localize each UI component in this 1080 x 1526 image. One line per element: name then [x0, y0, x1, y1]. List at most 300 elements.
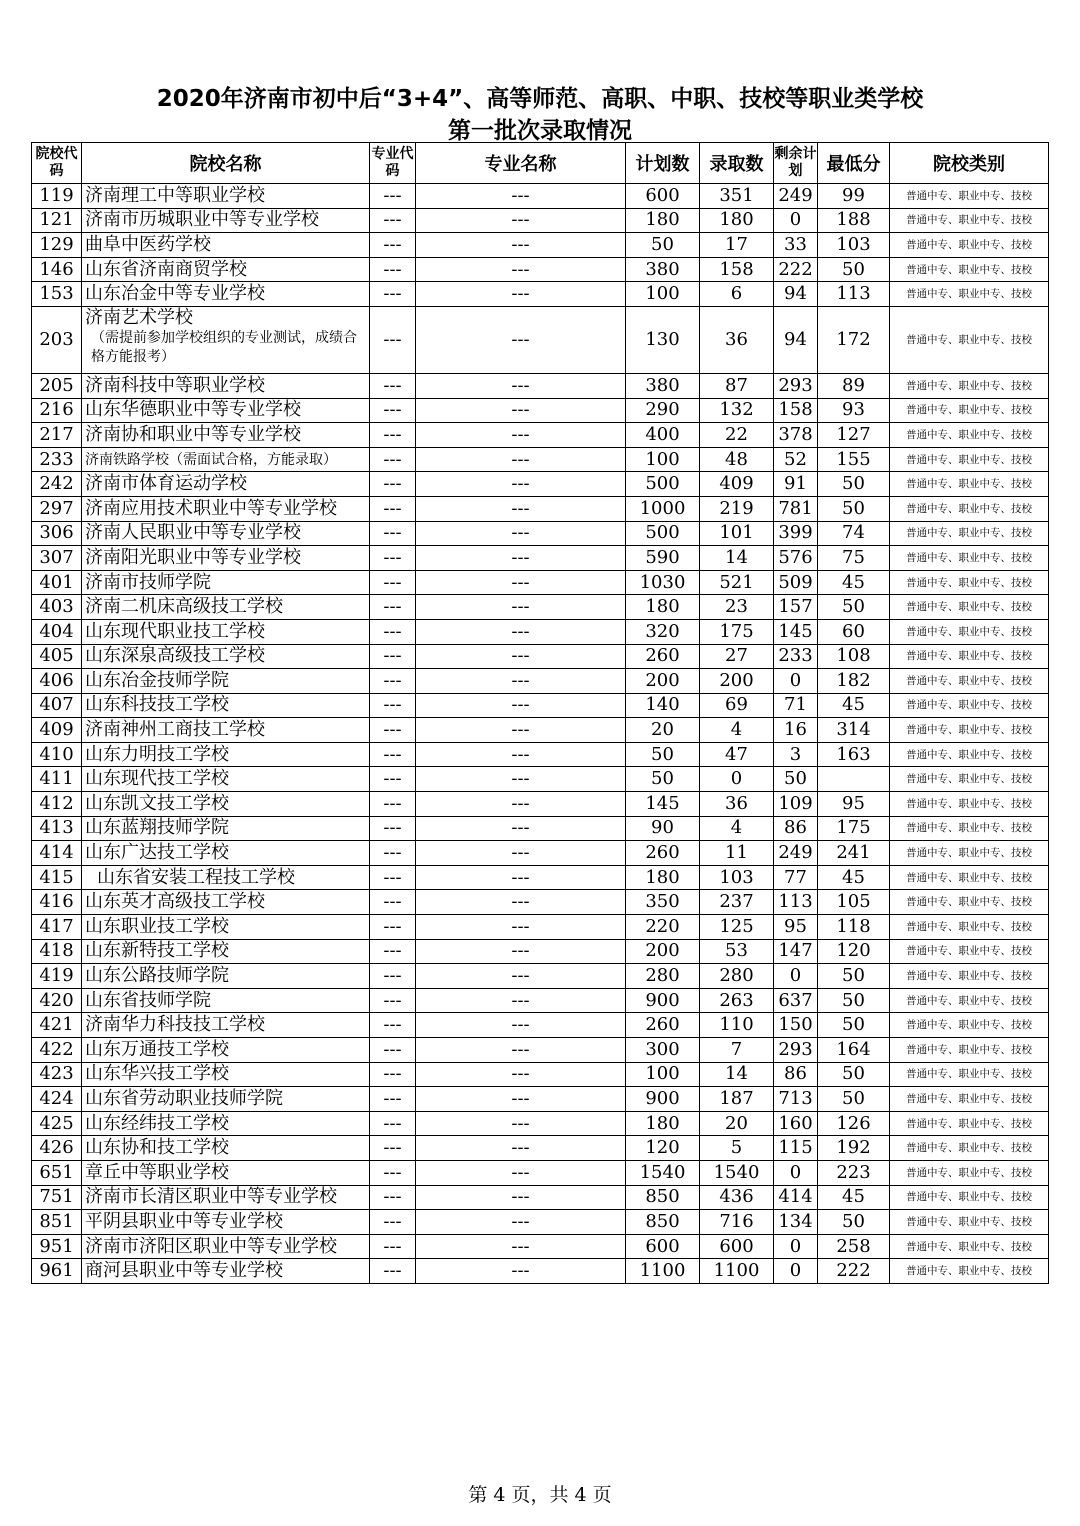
major-code-cell: ---	[370, 233, 416, 258]
remaining-cell: 249	[774, 184, 818, 209]
plan-cell: 850	[626, 1210, 700, 1235]
admitted-cell: 11	[700, 841, 774, 866]
major-name-cell: ---	[416, 398, 626, 423]
school-name-text: 济南市历城职业中等专业学校	[85, 209, 319, 231]
admitted-cell: 180	[700, 208, 774, 233]
admitted-cell: 0	[700, 767, 774, 792]
plan-cell: 145	[626, 792, 700, 817]
table-row	[32, 398, 1049, 423]
table-row	[32, 282, 1049, 307]
remaining-cell: 0	[774, 1160, 818, 1185]
plan-cell: 50	[626, 742, 700, 767]
plan-cell: 100	[626, 1062, 700, 1087]
category-cell: 普通中专、职业中专、技校	[890, 1259, 1049, 1284]
major-name-cell: ---	[416, 1087, 626, 1112]
school-name-cell	[82, 915, 370, 940]
major-code-cell: ---	[370, 792, 416, 817]
admitted-cell: 125	[700, 915, 774, 940]
category-cell: 普通中专、职业中专、技校	[890, 816, 1049, 841]
category-cell: 普通中专、职业中专、技校	[890, 644, 1049, 669]
category-cell: 普通中专、职业中专、技校	[890, 306, 1049, 373]
min-score-cell: 50	[818, 472, 890, 497]
table-row	[32, 233, 1049, 258]
school-code-cell: 414	[32, 841, 82, 866]
plan-cell: 260	[626, 644, 700, 669]
school-name-text: 山东职业技工学校	[85, 915, 229, 937]
major-name-cell: ---	[416, 1038, 626, 1063]
plan-cell: 140	[626, 693, 700, 718]
school-name-cell	[82, 1160, 370, 1185]
table-row	[32, 496, 1049, 521]
school-name-cell	[82, 964, 370, 989]
school-code-cell: 415	[32, 865, 82, 890]
min-score-cell: 74	[818, 521, 890, 546]
remaining-cell: 713	[774, 1087, 818, 1112]
remaining-cell: 95	[774, 915, 818, 940]
plan-cell: 280	[626, 964, 700, 989]
min-score-cell: 89	[818, 373, 890, 398]
plan-cell: 350	[626, 890, 700, 915]
category-cell: 普通中专、职业中专、技校	[890, 669, 1049, 694]
major-code-cell: ---	[370, 1185, 416, 1210]
remaining-cell: 0	[774, 964, 818, 989]
school-name-cell	[82, 595, 370, 620]
min-score-cell: 163	[818, 742, 890, 767]
table-row	[32, 841, 1049, 866]
school-name-text: 山东冶金技师学院	[85, 669, 229, 691]
school-name-cell	[82, 546, 370, 571]
school-code-cell: 297	[32, 496, 82, 521]
remaining-cell: 576	[774, 546, 818, 571]
plan-cell: 180	[626, 595, 700, 620]
major-code-cell: ---	[370, 718, 416, 743]
table-row	[32, 742, 1049, 767]
table-row	[32, 373, 1049, 398]
school-name-text: 济南阳光职业中等专业学校	[85, 546, 301, 568]
major-name-cell: ---	[416, 1160, 626, 1185]
remaining-cell: 637	[774, 988, 818, 1013]
table-row	[32, 1210, 1049, 1235]
school-name-text: 济南二机床高级技工学校	[85, 596, 283, 618]
admitted-cell: 17	[700, 233, 774, 258]
major-name-cell: ---	[416, 257, 626, 282]
admitted-cell: 600	[700, 1234, 774, 1259]
category-cell: 普通中专、职业中专、技校	[890, 1234, 1049, 1259]
major-code-cell: ---	[370, 939, 416, 964]
plan-cell: 900	[626, 988, 700, 1013]
category-cell: 普通中专、职业中专、技校	[890, 1185, 1049, 1210]
school-name-cell	[82, 1136, 370, 1161]
header-major-name: 专业名称	[416, 143, 626, 184]
table-row	[32, 1087, 1049, 1112]
plan-cell: 300	[626, 1038, 700, 1063]
admitted-cell: 175	[700, 619, 774, 644]
major-code-cell: ---	[370, 767, 416, 792]
major-code-cell: ---	[370, 742, 416, 767]
table-row	[32, 184, 1049, 209]
school-name-cell	[82, 233, 370, 258]
school-name-cell	[82, 742, 370, 767]
plan-cell: 100	[626, 447, 700, 472]
school-code-cell: 851	[32, 1210, 82, 1235]
major-name-cell: ---	[416, 472, 626, 497]
school-name-text: 商河县职业中等专业学校	[85, 1260, 283, 1282]
admitted-cell: 1540	[700, 1160, 774, 1185]
table-row	[32, 1234, 1049, 1259]
school-name-cell	[82, 398, 370, 423]
category-cell: 普通中专、职业中专、技校	[890, 373, 1049, 398]
remaining-cell: 158	[774, 398, 818, 423]
school-name-cell	[82, 423, 370, 448]
remaining-cell: 94	[774, 282, 818, 307]
table-row	[32, 693, 1049, 718]
school-name-cell	[82, 570, 370, 595]
category-cell: 普通中专、职业中专、技校	[890, 472, 1049, 497]
min-score-cell: 50	[818, 988, 890, 1013]
table-row	[32, 546, 1049, 571]
school-name-cell	[82, 767, 370, 792]
school-code-cell: 412	[32, 792, 82, 817]
school-name-cell	[82, 619, 370, 644]
remaining-cell: 134	[774, 1210, 818, 1235]
school-name-cell	[82, 521, 370, 546]
school-name-text: 山东省安装工程技工学校	[97, 866, 295, 888]
school-name-text: 济南市济阳区职业中等专业学校	[85, 1235, 337, 1257]
remaining-cell: 16	[774, 718, 818, 743]
category-cell: 普通中专、职业中专、技校	[890, 398, 1049, 423]
school-name-text: 山东华德职业中等专业学校	[85, 399, 301, 421]
major-name-cell: ---	[416, 1136, 626, 1161]
school-code-cell: 203	[32, 306, 82, 373]
school-name-cell	[82, 1185, 370, 1210]
major-name-cell: ---	[416, 1234, 626, 1259]
category-cell: 普通中专、职业中专、技校	[890, 865, 1049, 890]
major-code-cell: ---	[370, 282, 416, 307]
document-subtitle: 第一批次录取情况	[448, 118, 632, 144]
header-plan: 计划数	[626, 143, 700, 184]
table-row	[32, 570, 1049, 595]
category-cell: 普通中专、职业中专、技校	[890, 496, 1049, 521]
plan-cell: 180	[626, 208, 700, 233]
category-cell: 普通中专、职业中专、技校	[890, 570, 1049, 595]
school-name-cell	[82, 1013, 370, 1038]
major-code-cell: ---	[370, 306, 416, 373]
major-name-cell: ---	[416, 619, 626, 644]
remaining-cell: 233	[774, 644, 818, 669]
table-header-row	[32, 143, 1049, 184]
school-code-cell: 421	[32, 1013, 82, 1038]
admitted-cell: 36	[700, 306, 774, 373]
admitted-cell: 27	[700, 644, 774, 669]
min-score-cell: 113	[818, 282, 890, 307]
school-code-cell: 951	[32, 1234, 82, 1259]
major-name-cell: ---	[416, 988, 626, 1013]
school-code-cell: 417	[32, 915, 82, 940]
remaining-cell: 77	[774, 865, 818, 890]
major-name-cell: ---	[416, 841, 626, 866]
school-name-text: 山东现代技工学校	[85, 768, 229, 790]
plan-cell: 500	[626, 521, 700, 546]
plan-cell: 180	[626, 1111, 700, 1136]
plan-cell: 1100	[626, 1259, 700, 1284]
school-name-cell	[82, 184, 370, 209]
school-name-text: 曲阜中医药学校	[85, 233, 211, 255]
plan-cell: 590	[626, 546, 700, 571]
admitted-cell: 36	[700, 792, 774, 817]
page-footer: 第 4 页，共 4 页	[468, 1484, 612, 1506]
plan-cell: 200	[626, 669, 700, 694]
major-code-cell: ---	[370, 988, 416, 1013]
school-code-cell: 751	[32, 1185, 82, 1210]
remaining-cell: 52	[774, 447, 818, 472]
major-code-cell: ---	[370, 398, 416, 423]
admitted-cell: 4	[700, 816, 774, 841]
category-cell: 普通中专、职业中专、技校	[890, 1111, 1049, 1136]
school-name-cell	[82, 472, 370, 497]
table-row	[32, 1160, 1049, 1185]
school-name-text: 山东科技技工学校	[85, 694, 229, 716]
plan-cell: 850	[626, 1185, 700, 1210]
remaining-cell: 0	[774, 669, 818, 694]
school-name-text: 章丘中等职业学校	[85, 1161, 229, 1183]
school-name-text: 济南应用技术职业中等专业学校	[85, 497, 337, 519]
major-name-cell: ---	[416, 865, 626, 890]
category-cell: 普通中专、职业中专、技校	[890, 742, 1049, 767]
school-name-text: 济南协和职业中等专业学校	[85, 423, 301, 445]
min-score-cell: 222	[818, 1259, 890, 1284]
major-code-cell: ---	[370, 1160, 416, 1185]
major-code-cell: ---	[370, 693, 416, 718]
school-name-text: 山东省技师学院	[85, 989, 211, 1011]
header-min-score: 最低分	[818, 143, 890, 184]
min-score-cell: 103	[818, 233, 890, 258]
table-row	[32, 644, 1049, 669]
table-row	[32, 208, 1049, 233]
school-name-cell	[82, 1111, 370, 1136]
min-score-cell: 50	[818, 964, 890, 989]
school-code-cell: 153	[32, 282, 82, 307]
major-name-cell: ---	[416, 1111, 626, 1136]
major-code-cell: ---	[370, 1259, 416, 1284]
header-remaining: 剩余计划	[774, 143, 818, 184]
admitted-cell: 14	[700, 546, 774, 571]
major-name-cell: ---	[416, 496, 626, 521]
major-name-cell: ---	[416, 1062, 626, 1087]
plan-cell: 200	[626, 939, 700, 964]
table-row	[32, 718, 1049, 743]
school-code-cell: 413	[32, 816, 82, 841]
category-cell: 普通中专、职业中专、技校	[890, 693, 1049, 718]
major-name-cell: ---	[416, 208, 626, 233]
min-score-cell: 120	[818, 939, 890, 964]
admitted-cell: 1100	[700, 1259, 774, 1284]
admitted-cell: 48	[700, 447, 774, 472]
school-code-cell: 409	[32, 718, 82, 743]
major-name-cell: ---	[416, 1259, 626, 1284]
plan-cell: 100	[626, 282, 700, 307]
remaining-cell: 94	[774, 306, 818, 373]
major-code-cell: ---	[370, 1062, 416, 1087]
plan-cell: 290	[626, 398, 700, 423]
min-score-cell: 155	[818, 447, 890, 472]
table-row	[32, 964, 1049, 989]
school-name-cell	[82, 1062, 370, 1087]
min-score-cell: 45	[818, 693, 890, 718]
school-name-text: 平阴县职业中等专业学校	[85, 1210, 283, 1232]
category-cell: 普通中专、职业中专、技校	[890, 184, 1049, 209]
admitted-cell: 200	[700, 669, 774, 694]
remaining-cell: 781	[774, 496, 818, 521]
school-name-cell	[82, 1259, 370, 1284]
min-score-cell: 258	[818, 1234, 890, 1259]
school-name-text: 山东力明技工学校	[85, 743, 229, 765]
plan-cell: 120	[626, 1136, 700, 1161]
admitted-cell: 20	[700, 1111, 774, 1136]
plan-cell: 180	[626, 865, 700, 890]
category-cell: 普通中专、职业中专、技校	[890, 939, 1049, 964]
school-name-text: 山东万通技工学校	[85, 1038, 229, 1060]
remaining-cell: 147	[774, 939, 818, 964]
min-score-cell: 118	[818, 915, 890, 940]
category-cell: 普通中专、职业中专、技校	[890, 1136, 1049, 1161]
school-code-cell: 401	[32, 570, 82, 595]
min-score-cell: 314	[818, 718, 890, 743]
min-score-cell: 50	[818, 595, 890, 620]
min-score-cell	[818, 767, 890, 792]
school-name-text: 山东深泉高级技工学校	[85, 645, 265, 667]
major-code-cell: ---	[370, 546, 416, 571]
school-code-cell: 242	[32, 472, 82, 497]
table-row	[32, 792, 1049, 817]
major-name-cell: ---	[416, 816, 626, 841]
table-row	[32, 1062, 1049, 1087]
plan-cell: 20	[626, 718, 700, 743]
school-name-cell	[82, 644, 370, 669]
plan-cell: 400	[626, 423, 700, 448]
school-name-cell	[82, 257, 370, 282]
admitted-cell: 187	[700, 1087, 774, 1112]
school-name-text: 济南人民职业中等专业学校	[85, 522, 301, 544]
category-cell: 普通中专、职业中专、技校	[890, 208, 1049, 233]
min-score-cell: 50	[818, 1062, 890, 1087]
major-code-cell: ---	[370, 1038, 416, 1063]
school-name-cell	[82, 496, 370, 521]
table-row	[32, 521, 1049, 546]
remaining-cell: 0	[774, 1259, 818, 1284]
admitted-cell: 132	[700, 398, 774, 423]
school-name-text: 济南理工中等职业学校	[85, 184, 265, 206]
school-code-cell: 418	[32, 939, 82, 964]
remaining-cell: 0	[774, 1234, 818, 1259]
school-code-cell: 426	[32, 1136, 82, 1161]
major-name-cell: ---	[416, 282, 626, 307]
plan-cell: 380	[626, 257, 700, 282]
table-row	[32, 1185, 1049, 1210]
remaining-cell: 71	[774, 693, 818, 718]
remaining-cell: 86	[774, 816, 818, 841]
min-score-cell: 50	[818, 496, 890, 521]
admitted-cell: 219	[700, 496, 774, 521]
category-cell: 普通中专、职业中专、技校	[890, 233, 1049, 258]
plan-cell: 1540	[626, 1160, 700, 1185]
school-name-text: 山东公路技师学院	[85, 965, 229, 987]
major-name-cell: ---	[416, 644, 626, 669]
school-code-cell: 121	[32, 208, 82, 233]
header-admitted: 录取数	[700, 143, 774, 184]
admitted-cell: 7	[700, 1038, 774, 1063]
min-score-cell: 192	[818, 1136, 890, 1161]
school-name-text: 济南艺术学校	[85, 306, 193, 328]
category-cell: 普通中专、职业中专、技校	[890, 767, 1049, 792]
admitted-cell: 158	[700, 257, 774, 282]
admitted-cell: 69	[700, 693, 774, 718]
major-code-cell: ---	[370, 447, 416, 472]
major-code-cell: ---	[370, 595, 416, 620]
table-row	[32, 306, 1049, 373]
major-code-cell: ---	[370, 1210, 416, 1235]
school-name-cell	[82, 1087, 370, 1112]
admitted-cell: 351	[700, 184, 774, 209]
category-cell: 普通中专、职业中专、技校	[890, 447, 1049, 472]
school-code-cell: 425	[32, 1111, 82, 1136]
category-cell: 普通中专、职业中专、技校	[890, 1160, 1049, 1185]
min-score-cell: 175	[818, 816, 890, 841]
major-name-cell: ---	[416, 792, 626, 817]
school-name-text: 济南科技中等职业学校	[85, 374, 265, 396]
remaining-cell: 293	[774, 373, 818, 398]
school-code-cell: 129	[32, 233, 82, 258]
school-name-text: 山东协和技工学校	[85, 1137, 229, 1159]
remaining-cell: 113	[774, 890, 818, 915]
remaining-cell: 91	[774, 472, 818, 497]
min-score-cell: 164	[818, 1038, 890, 1063]
major-code-cell: ---	[370, 964, 416, 989]
table-row	[32, 816, 1049, 841]
admitted-cell: 237	[700, 890, 774, 915]
major-code-cell: ---	[370, 816, 416, 841]
min-score-cell: 105	[818, 890, 890, 915]
table-row	[32, 1259, 1049, 1284]
category-cell: 普通中专、职业中专、技校	[890, 423, 1049, 448]
school-name-text: 济南市体育运动学校	[85, 473, 247, 495]
school-name-text: 山东蓝翔技师学院	[85, 817, 229, 839]
admitted-cell: 6	[700, 282, 774, 307]
category-cell: 普通中专、职业中专、技校	[890, 841, 1049, 866]
major-name-cell: ---	[416, 373, 626, 398]
major-code-cell: ---	[370, 865, 416, 890]
plan-cell: 600	[626, 184, 700, 209]
min-score-cell: 45	[818, 865, 890, 890]
table-row	[32, 669, 1049, 694]
major-code-cell: ---	[370, 208, 416, 233]
school-name-cell	[82, 373, 370, 398]
major-code-cell: ---	[370, 915, 416, 940]
table-row	[32, 767, 1049, 792]
table-row	[32, 1136, 1049, 1161]
remaining-cell: 50	[774, 767, 818, 792]
admitted-cell: 280	[700, 964, 774, 989]
remaining-cell: 414	[774, 1185, 818, 1210]
remaining-cell: 509	[774, 570, 818, 595]
major-code-cell: ---	[370, 890, 416, 915]
school-code-cell: 307	[32, 546, 82, 571]
school-name-cell	[82, 718, 370, 743]
remaining-cell: 378	[774, 423, 818, 448]
school-name-cell	[82, 1038, 370, 1063]
category-cell: 普通中专、职业中专、技校	[890, 890, 1049, 915]
school-code-cell: 422	[32, 1038, 82, 1063]
school-name-cell	[82, 669, 370, 694]
